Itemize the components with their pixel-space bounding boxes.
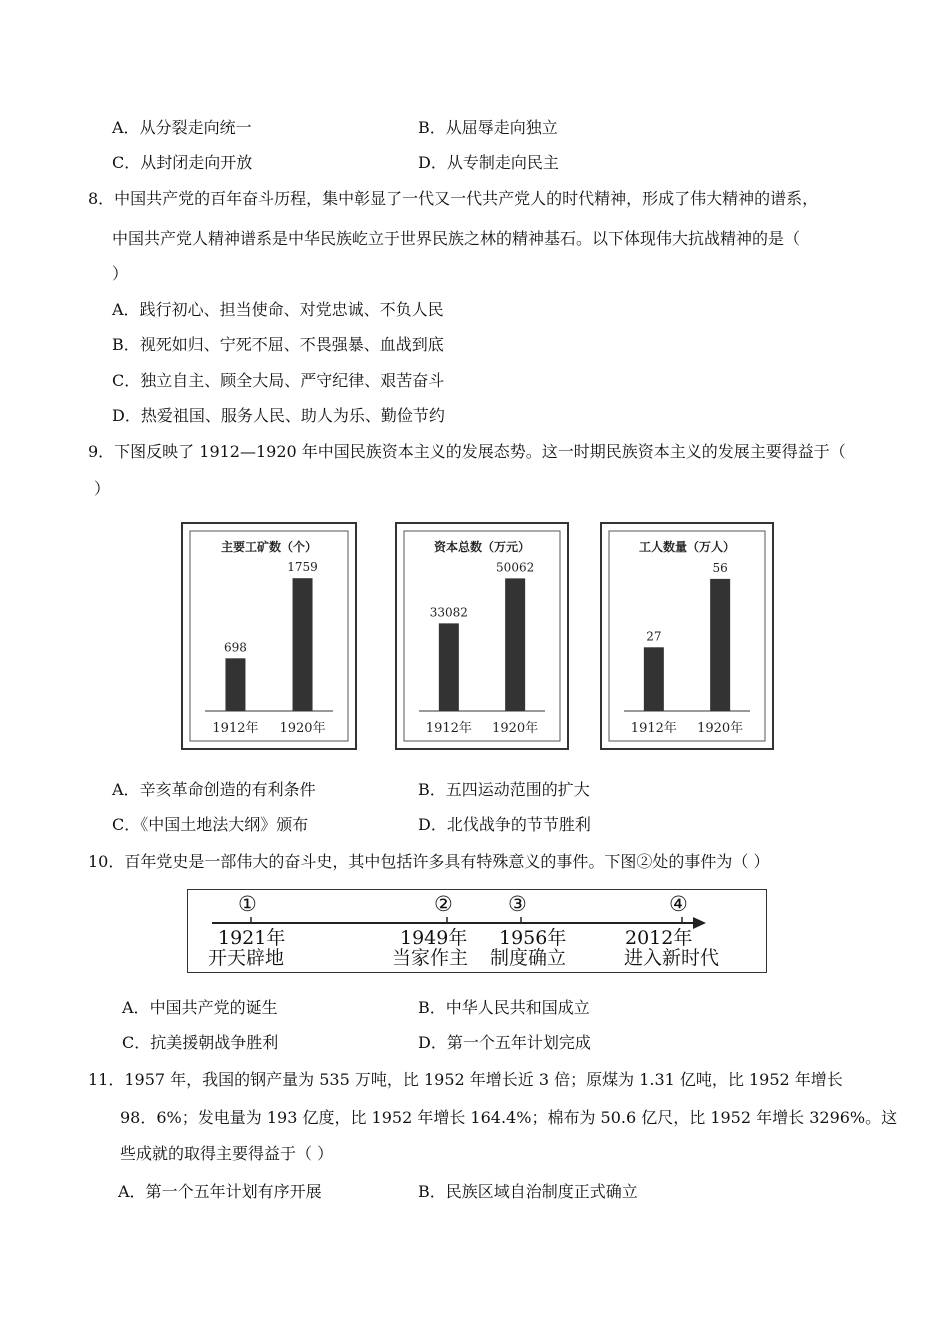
chart-mines-bar-1912年 — [225, 658, 245, 711]
chart-mines-value-label-1912年: 698 — [224, 640, 247, 655]
chart-workers-svg — [602, 524, 772, 748]
chart-workers-category-label-1912年: 1912年 — [630, 721, 677, 736]
q8-option-c: C．独立自主、顾全大局、严守纪律、艰苦奋斗 — [112, 371, 445, 390]
chart-mines-category-label-1912年: 1912年 — [212, 721, 259, 736]
q11-stem-line1: 11．1957 年，我国的钢产量为 535 万吨，比 1952 年增长近 3 倍；原煤为 1.31 亿吨，比 1952 年增长 — [88, 1070, 843, 1089]
timeline-figure — [187, 889, 767, 973]
q9-option-b: B．五四运动范围的扩大 — [418, 780, 590, 799]
q10-option-a: A．中国共产党的诞生 — [122, 998, 278, 1017]
chart-mines-svg — [183, 524, 355, 748]
chart-mines-inner-frame — [190, 531, 348, 741]
timeline-year-4: 2012年 — [625, 927, 693, 949]
q8-stem-line2: 中国共产党人精神谱系是中华民族屹立于世界民族之林的精神基石。以下体现伟大抗战精神的是（ — [112, 229, 801, 248]
q9-stem-line1: 9．下图反映了 1912—1920 年中国民族资本主义的发展态势。这一时期民族资本主义的发展主要得益于（ — [88, 442, 846, 461]
q11-option-b: B．民族区域自治制度正式确立 — [418, 1182, 638, 1201]
chart-workers — [600, 522, 774, 750]
chart-capital-title: 资本总数（万元） — [433, 540, 531, 554]
q7-option-c: C．从封闭走向开放 — [112, 153, 253, 172]
chart-capital-value-label-1912年: 33082 — [429, 605, 468, 620]
q9-option-a: A．辛亥革命创造的有利条件 — [112, 780, 316, 799]
chart-capital-category-label-1920年: 1920年 — [492, 721, 539, 736]
q11-stem-line3: 些成就的取得主要得益于（ ） — [120, 1144, 334, 1163]
q8-option-d: D．热爱祖国、服务人民、助人为乐、勤俭节约 — [112, 406, 445, 425]
chart-workers-category-label-1920年: 1920年 — [697, 721, 744, 736]
chart-capital-inner-frame — [404, 531, 560, 741]
q10-option-b: B．中华人民共和国成立 — [418, 998, 590, 1017]
q8-option-a: A．践行初心、担当使命、对党忠诚、不负人民 — [112, 300, 444, 319]
q9-option-d: D．北伐战争的节节胜利 — [418, 815, 591, 834]
chart-mines-category-label-1920年: 1920年 — [279, 721, 326, 736]
q11-stem-line2: 98．6%；发电量为 193 亿度，比 1952 年增长 164.4%；棉布为 50.6 亿尺，比 1952 年增长 3296%。这 — [120, 1108, 898, 1127]
timeline-marker-3: ③ — [508, 892, 527, 916]
q10-option-c: C．抗美援朝战争胜利 — [122, 1033, 279, 1052]
chart-mines-bar-1920年 — [293, 578, 313, 711]
q8-stem-line3: ） — [112, 264, 129, 283]
chart-workers-bar-1920年 — [710, 579, 730, 711]
chart-workers-inner-frame — [609, 531, 765, 741]
timeline-marker-1: ① — [238, 892, 257, 916]
chart-capital — [395, 522, 569, 750]
timeline-event-1: 开天辟地 — [208, 947, 285, 969]
chart-mines-value-label-1920年: 1759 — [287, 560, 318, 575]
q8-stem-line1: 8．中国共产党的百年奋斗历程，集中彰显了一代又一代共产党人的时代精神，形成了伟大精神的谱系， — [88, 189, 819, 208]
timeline-marker-4: ④ — [669, 892, 688, 916]
q7-option-a: A．从分裂走向统一 — [112, 118, 252, 137]
chart-workers-bar-1912年 — [644, 647, 664, 711]
chart-mines — [181, 522, 357, 750]
chart-capital-value-label-1920年: 50062 — [496, 560, 535, 575]
chart-capital-svg — [397, 524, 567, 748]
chart-workers-value-label-1912年: 27 — [646, 629, 662, 644]
chart-capital-category-label-1912年: 1912年 — [425, 721, 472, 736]
chart-capital-bar-1912年 — [439, 623, 459, 711]
timeline-event-4: 进入新时代 — [624, 947, 720, 969]
timeline-arrow — [693, 917, 706, 929]
timeline-event-3: 制度确立 — [490, 947, 567, 969]
chart-capital-bar-1920年 — [505, 578, 525, 711]
chart-workers-title: 工人数量（万人） — [638, 540, 736, 554]
q7-option-d: D．从专制走向民主 — [418, 153, 559, 172]
q9-stem-line2: ） — [94, 479, 111, 498]
q10-option-d: D．第一个五年计划完成 — [418, 1033, 591, 1052]
timeline-year-2: 1949年 — [400, 927, 468, 949]
chart-mines-title: 主要工矿数（个） — [220, 540, 318, 554]
timeline-year-3: 1956年 — [499, 927, 567, 949]
q8-option-b: B．视死如归、宁死不屈、不畏强暴、血战到底 — [112, 335, 444, 354]
q9-option-c: C．《中国土地法大纲》颁布 — [112, 815, 309, 834]
timeline-event-2: 当家作主 — [392, 947, 469, 969]
timeline-year-1: 1921年 — [218, 927, 286, 949]
q7-option-b: B．从屈辱走向独立 — [418, 118, 558, 137]
chart-workers-value-label-1920年: 56 — [712, 560, 728, 575]
q10-stem: 10．百年党史是一部伟大的奋斗史，其中包括许多具有特殊意义的事件。下图②处的事件为（ ） — [88, 852, 770, 871]
timeline-marker-2: ② — [434, 892, 453, 916]
q11-option-a: A．第一个五年计划有序开展 — [118, 1182, 322, 1201]
